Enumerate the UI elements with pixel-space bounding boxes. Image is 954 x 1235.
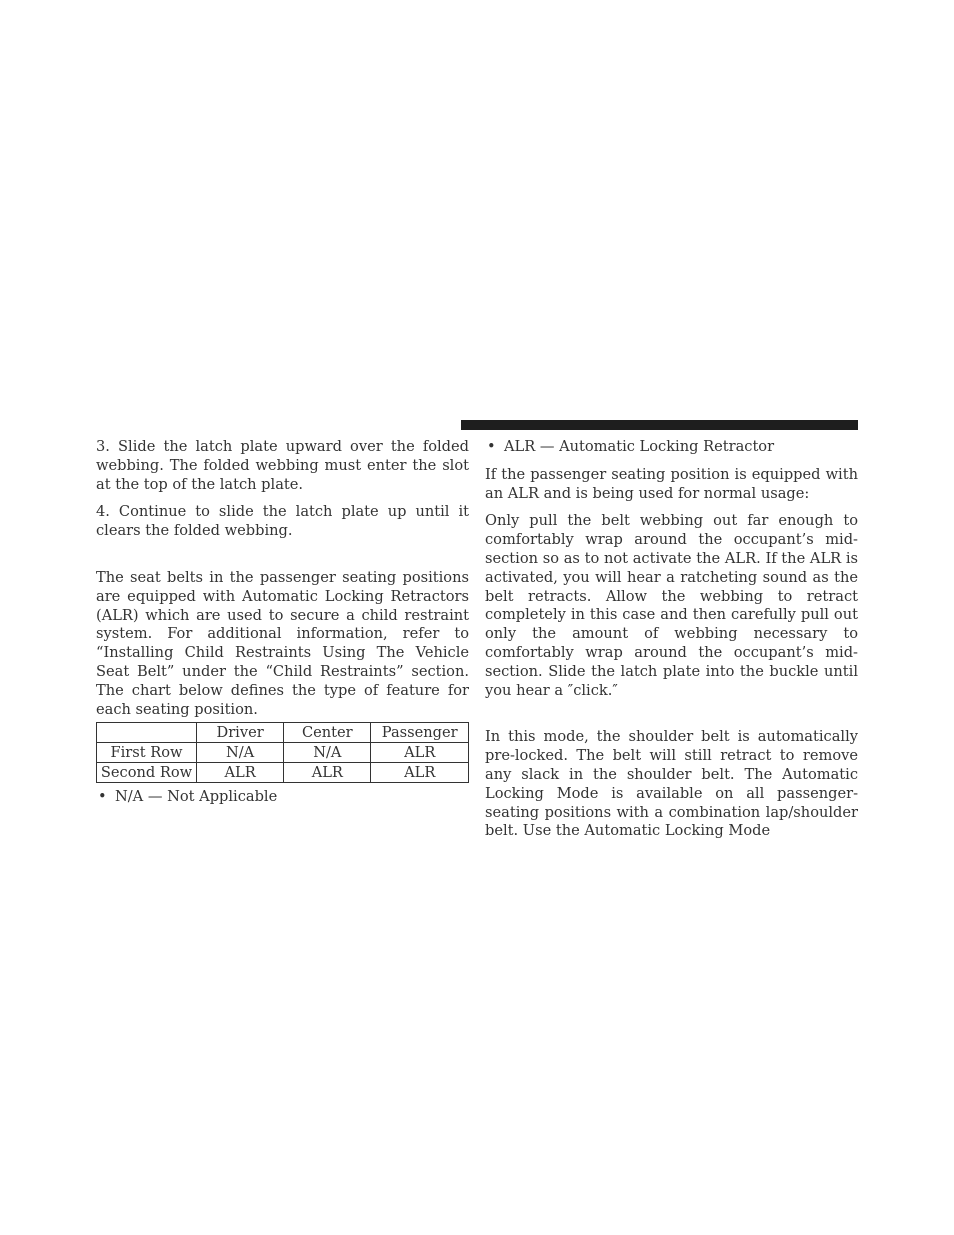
table-cell: Second Row (97, 763, 197, 783)
table-header-cell: Passenger (371, 723, 469, 743)
bullet-icon: • (98, 788, 107, 806)
section-header-bar (461, 420, 858, 430)
table-cell: N/A (197, 743, 284, 763)
bullet-icon: • (487, 438, 496, 455)
table-cell: ALR (371, 763, 469, 783)
normal-usage-text: If the passenger seating position is equipped with an ALR and is being used for normal usage: (485, 465, 858, 502)
na-bullet-item (96, 788, 469, 807)
na-bullet-text: N/A — Not Applicable (115, 788, 278, 806)
step-4-text: 4. Continue to slide the latch plate up until it clears the folded webbing. (96, 503, 469, 540)
table-cell: ALR (284, 763, 371, 783)
left-column (96, 438, 469, 807)
table-cell: First Row (97, 743, 197, 763)
table-row (97, 743, 469, 763)
alr-intro-text: The seat belts in the passenger seating positions are equipped with Automatic Locking Retractors (ALR) which are used to secure a child restraint system. For additional information, refer to “Installing Child Restraints Using The Vehicle Seat Belt” under the “Child Restraints” section. The chart below defines the type of feature for each seating position. (96, 568, 469, 718)
alr-bullet-text: ALR — Automatic Locking Retractor (504, 438, 775, 455)
seating-position-table (96, 722, 469, 783)
table-header-row (97, 723, 469, 743)
table-header-cell: Driver (197, 723, 284, 743)
table-cell: ALR (197, 763, 284, 783)
table-header-cell: Center (284, 723, 371, 743)
right-column (485, 438, 858, 841)
step-3-text: 3. Slide the latch plate upward over the folded webbing. The folded webbing must enter the slot at the top of the latch plate. (96, 438, 469, 493)
locking-mode-text: In this mode, the shoulder belt is automatically pre-locked. The belt will still retract to remove any slack in the shoulder belt. The Automatic Locking Mode is available on all passenger-seating positions with a combination lap/shoulder belt. Use the Automatic Locking Mode (485, 728, 858, 840)
alr-bullet-item (485, 438, 858, 457)
table-row (97, 763, 469, 783)
table-header-cell (97, 723, 197, 743)
table-cell: N/A (284, 743, 371, 763)
pull-instructions-text: Only pull the belt webbing out far enough to comfortably wrap around the occupant’s mid-section so as to not activate the ALR. If the ALR is activated, you will hear a ratcheting sound as the belt retracts. Allow the webbing to retract completely in this case and then carefully pull out only the amount of webbing necessary to comfortably wrap around the occupant’s mid-section. Slide the latch plate into the buckle until you hear a ″click.″ (485, 512, 858, 699)
table-cell: ALR (371, 743, 469, 763)
